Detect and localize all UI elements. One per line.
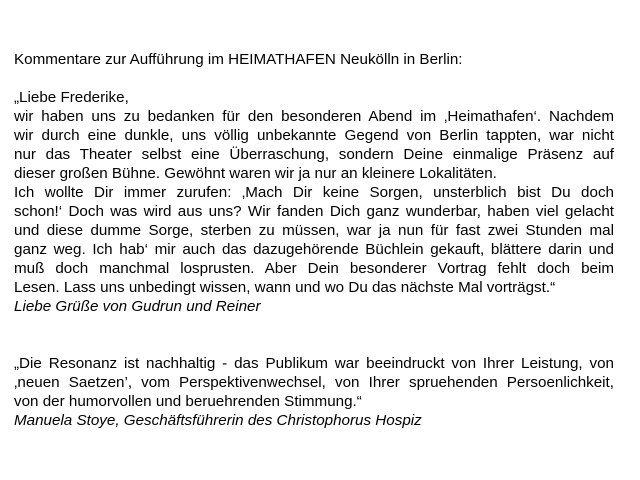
comment-1-line: wir haben uns zu bedanken für den besonderen Abend im ‚Heimathafen‘. Nachdem (14, 108, 614, 125)
comment-1-line: schon!‘ Doch was wird aus uns? Wir fanden Dich ganz wunderbar, haben viel gelacht (14, 203, 614, 220)
comment-1-line: „Liebe Frederike, (14, 89, 129, 106)
page-heading: Kommentare zur Aufführung im HEIMATHAFEN Neukölln in Berlin: (14, 51, 463, 68)
comment-1-line: ganz weg. Ich hab‘ mir auch das dazugehörende Büchlein gekauft, blättere darin und (14, 241, 614, 258)
comment-1-line: wir durch eine dunkle, uns völlig unbekannte Gegend von Berlin tappten, war nicht (14, 127, 614, 144)
comment-2-signature: Manuela Stoye, Geschäftsführerin des Christophorus Hospiz (14, 412, 422, 429)
comment-1-line: und diese dumme Sorge, sterben zu müssen, war ja nun für fast zwei Stunden mal (14, 222, 614, 239)
comment-1-line: Lesen. Lass uns unbedingt wissen, wann und wo Du das nächste Mal vorträgst.“ (14, 279, 556, 296)
comment-1-line: Ich wollte Dir immer zurufen: ‚Mach Dir keine Sorgen, unsterblich bist Du doch (14, 184, 614, 201)
document-page (14, 50, 614, 430)
comment-1-signature: Liebe Grüße von Gudrun und Reiner (14, 298, 261, 315)
comment-2-line: „Die Resonanz ist nachhaltig - das Publikum war beeindruckt von Ihrer Leistung, von (14, 355, 614, 372)
comment-block-1 (14, 88, 614, 316)
comment-1-line: dieser großen Bühne. Gewöhnt waren wir ja nur an kleinere Lokalitäten. (14, 165, 497, 182)
section-spacer (14, 316, 614, 354)
comment-2-line: von der humorvollen und beruehrenden Stimmung.“ (14, 393, 362, 410)
comment-block-2 (14, 354, 614, 430)
comment-2-line: ‚neuen Saetzen’, vom Perspektivenwechsel, von Ihrer spruehenden Persoenlichkeit, (14, 374, 614, 391)
comment-1-line: nur das Theater selbst eine Überraschung, sondern Deine einmalige Präsenz auf (14, 146, 614, 163)
comment-1-line: muß doch manchmal losprusten. Aber Dein besonderer Vortrag fehlt doch beim (14, 260, 614, 277)
